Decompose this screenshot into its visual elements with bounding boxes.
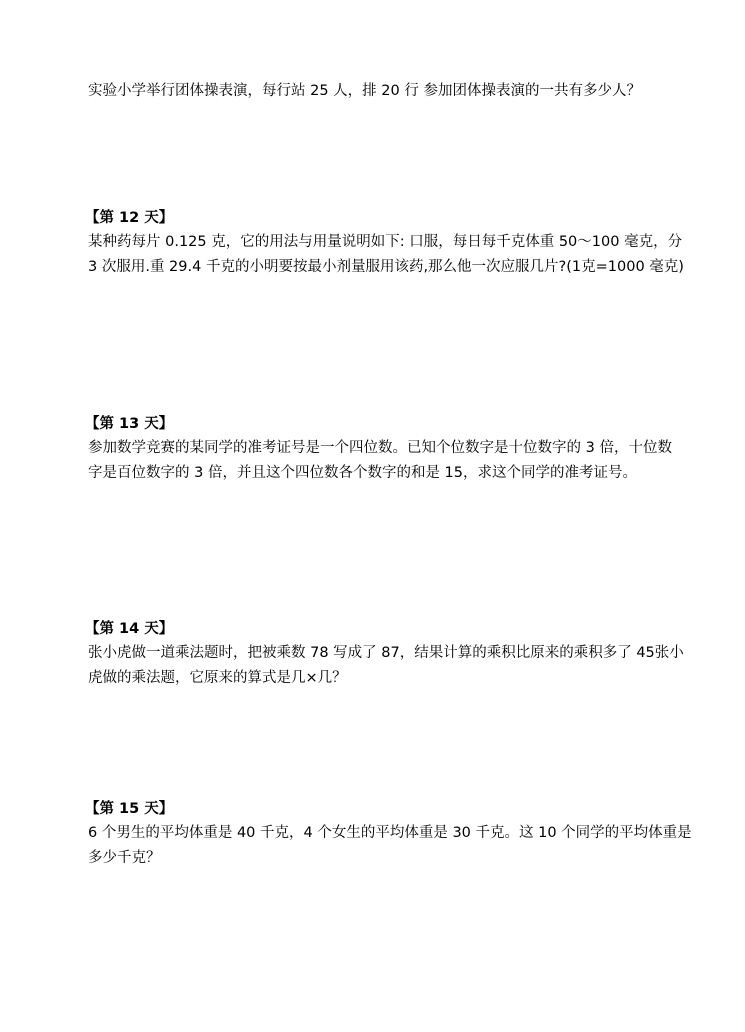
- problem-line: 3 次服用.重 29.4 千克的小明要按最小剂量服用该药,那么他一次应服几片?(1克=1000 毫克): [88, 259, 684, 275]
- problem-line: 字是百位数字的 3 倍，并且这个四位数各个数字的和是 15，求这个同学的准考证号。: [88, 465, 638, 481]
- day-heading: 【第 15 天】: [85, 801, 174, 817]
- question-text: 实验小学举行团体操表演，每行站 25 人，排 20 行 参加团体操表演的一共有多少人？: [88, 83, 641, 99]
- problem-line: 参加数学竞赛的某同学的准考证号是一个四位数。已知个位数字是十位数字的 3 倍，十位数: [88, 440, 672, 456]
- problem-line: 多少千克？: [88, 850, 161, 866]
- intro-question: [88, 79, 668, 104]
- problem-line: 6 个男生的平均体重是 40 千克，4 个女生的平均体重是 30 千克。这 10 个同学的平均体重是: [88, 825, 692, 841]
- day-13-section: [85, 412, 672, 486]
- day-14-section: [85, 617, 684, 691]
- problem-line: 张小虎做一道乘法题时，把被乘数 78 写成了 87，结果计算的乘积比原来的乘积多了 45张小: [88, 645, 684, 661]
- problem-line: 某种药每片 0.125 克，它的用法与用量说明如下: 口服，每日每千克体重 50～100 毫克，分: [88, 234, 683, 250]
- day-heading: 【第 14 天】: [85, 621, 174, 637]
- day-12-section: [85, 206, 684, 280]
- day-15-section: [85, 797, 692, 871]
- day-heading: 【第 13 天】: [85, 416, 174, 432]
- day-heading: 【第 12 天】: [85, 210, 174, 226]
- problem-line: 虎做的乘法题，它原来的算式是几×几？: [88, 670, 347, 686]
